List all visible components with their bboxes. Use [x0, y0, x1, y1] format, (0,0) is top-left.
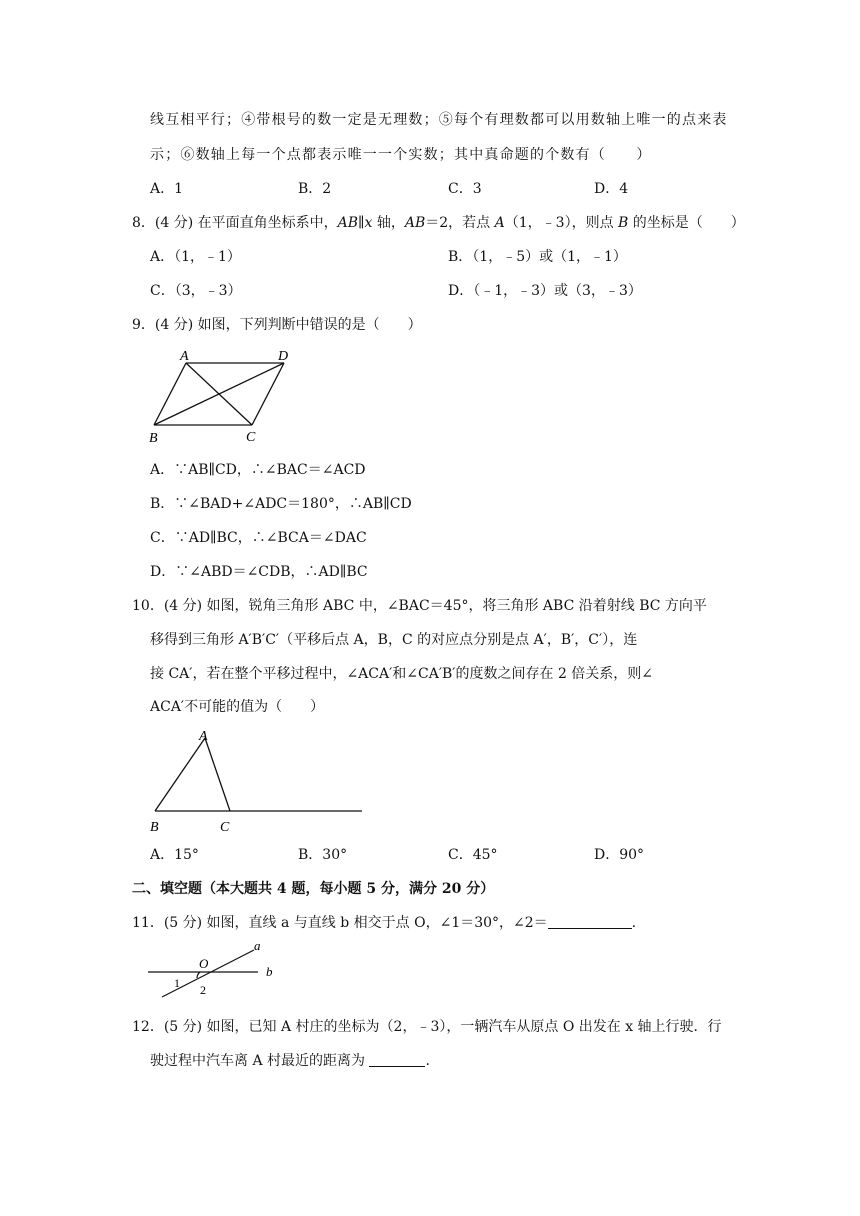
q8-ab-parallel: AB∥x — [337, 215, 373, 231]
q9-option-b: B．∵∠BAD+∠ADC＝180°，∴AB∥CD — [150, 496, 412, 512]
q8-option-b: B．（1，﹣5）或（1，﹣1） — [448, 249, 627, 265]
q8-mid1: 轴， — [372, 215, 405, 231]
q11-stem-text: 11．(5 分) 如图，直线 a 与直线 b 相交于点 O，∠1＝30°，∠2＝ — [132, 915, 548, 931]
q7-option-a: A．1 — [150, 181, 184, 197]
q8-suffix: 的坐标是（ ） — [628, 215, 745, 231]
q8-point-b: B — [618, 215, 629, 231]
q12-line2-text: 驶过程中汽车离 A 村最近的距离为 — [150, 1053, 370, 1069]
q9-label-d: D — [278, 349, 289, 364]
q8-point-a: A — [494, 215, 505, 231]
q11-answer-blank[interactable] — [548, 914, 632, 929]
q10-label-a: A — [199, 729, 208, 744]
q8-option-d: D．（﹣1，﹣3）或（3，﹣3） — [448, 283, 642, 299]
q7-option-c: C．3 — [448, 181, 482, 197]
q9-parallelogram-figure — [140, 343, 300, 448]
q8-mid2: ＝2，若点 — [425, 215, 495, 231]
q9-label-b: B — [149, 431, 158, 446]
q10-label-b: B — [150, 820, 159, 835]
q11-label-o: O — [199, 956, 209, 971]
q12-line1: 12．(5 分) 如图，已知 A 村庄的坐标为（2，﹣3），一辆汽车从原点 O 出发在 x 轴上行驶．行 — [132, 1019, 722, 1035]
q12-line2 — [150, 1051, 430, 1071]
q9-stem: 9．(4 分) 如图，下列判断中错误的是（ ） — [132, 317, 422, 333]
q10-label-c: C — [220, 820, 230, 835]
q10-triangle-figure — [140, 723, 370, 838]
q8-prefix: 8．(4 分) 在平面直角坐标系中， — [132, 215, 338, 231]
q8-option-c: C．（3，﹣3） — [150, 283, 242, 299]
q10-line3: 接 CA′，若在整个平移过程中，∠ACA′和∠CA′B′的度数之间存在 2 倍关系，则∠ — [150, 666, 654, 682]
q10-option-d: D．90° — [594, 847, 645, 863]
q8-stem — [132, 213, 745, 233]
q8-option-a: A．（1，﹣1） — [150, 249, 241, 265]
q11-intersecting-lines-figure — [140, 938, 280, 1002]
section2-title: 二、填空题（本大题共 4 题，每小题 5 分，满分 20 分） — [132, 881, 495, 897]
q11-label-2: 2 — [200, 983, 206, 997]
q12-answer-blank[interactable] — [369, 1052, 425, 1067]
q9-option-d: D．∵∠ABD＝∠CDB，∴AD∥BC — [150, 564, 368, 580]
q7-line2: 示；⑥数轴上每一个点都表示唯一一个实数；其中真命题的个数有（ ） — [150, 147, 652, 163]
q10-line2: 移得到三角形 A′B′C′（平移后点 A，B，C 的对应点分别是点 A′，B′，C′），连 — [150, 632, 638, 648]
q12-end: . — [425, 1053, 430, 1069]
q10-line1: 10．(4 分) 如图，锐角三角形 ABC 中，∠BAC＝45°，将三角形 ABC 沿着射线 BC 方向平 — [132, 598, 707, 614]
q11-label-a: a — [254, 938, 261, 953]
q10-line4: ACA′不可能的值为（ ） — [150, 699, 325, 715]
q9-label-c: C — [246, 430, 256, 445]
q8-ab: AB — [404, 215, 426, 231]
q9-option-c: C．∵AD∥BC，∴∠BCA＝∠DAC — [150, 530, 367, 546]
q11-stem — [132, 913, 636, 933]
q7-line1: 线互相平行；④带根号的数一定是无理数；⑤每个有理数都可以用数轴上唯一的点来表 — [150, 112, 728, 128]
q7-option-d: D．4 — [594, 181, 629, 197]
q11-label-1: 1 — [174, 976, 180, 990]
q11-end: . — [631, 915, 637, 931]
q7-option-b: B．2 — [298, 181, 332, 197]
q11-label-b: b — [266, 964, 273, 979]
q9-option-a: A．∵AB∥CD，∴∠BAC＝∠ACD — [150, 462, 366, 478]
q10-option-b: B．30° — [298, 847, 348, 863]
q10-option-c: C．45° — [448, 847, 498, 863]
q8-mid3: （1，﹣3），则点 — [504, 215, 619, 231]
q9-label-a: A — [180, 349, 189, 364]
q10-option-a: A．15° — [150, 847, 199, 863]
